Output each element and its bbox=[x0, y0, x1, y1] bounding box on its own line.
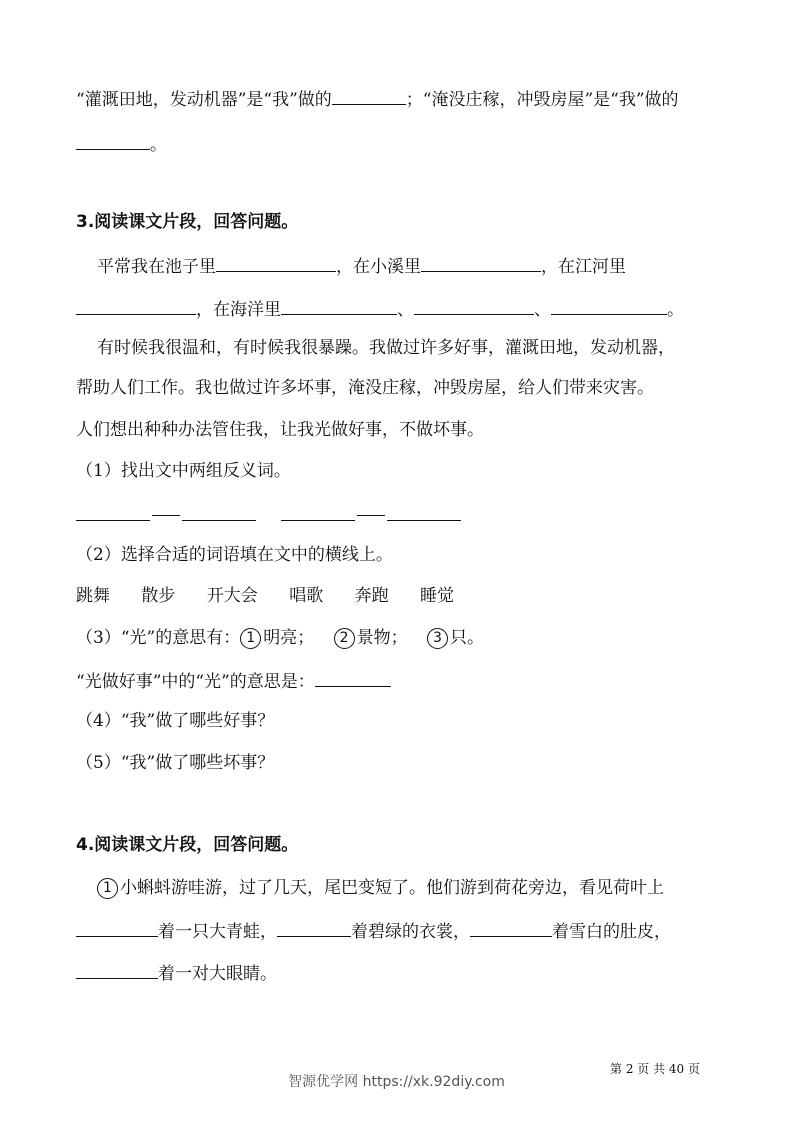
q3-question-1: （1）找出文中两组反义词。 bbox=[76, 461, 291, 481]
passage-text: 着一只大青蛙， bbox=[158, 922, 277, 942]
answer-blank[interactable] bbox=[76, 131, 150, 150]
circled-number: 3 bbox=[427, 628, 448, 649]
word-option: 开大会 bbox=[206, 586, 258, 606]
page-number: 第 2 页 共 40 页 bbox=[610, 1062, 700, 1076]
site-watermark: 智源优学网 https://xk.92diy.com bbox=[288, 1074, 505, 1090]
passage-text: ，在海洋里 bbox=[196, 300, 281, 320]
dash bbox=[357, 503, 385, 516]
passage-text: 、 bbox=[397, 300, 414, 320]
circled-number: 1 bbox=[97, 878, 118, 899]
q3-question-2: （2）选择合适的词语填在文中的横线上。 bbox=[76, 545, 393, 565]
q3-question-4: （4）“我”做了哪些好事？ bbox=[76, 711, 275, 731]
answer-blank[interactable] bbox=[182, 502, 256, 521]
dash bbox=[152, 503, 180, 516]
answer-blank[interactable] bbox=[332, 86, 406, 105]
option-text: 只。 bbox=[450, 628, 485, 648]
passage-text: 着碧绿的衣裳， bbox=[351, 922, 470, 942]
q3-paragraph-2-line-3: 人们想出种种办法管住我，让我光做好事，不做坏事。 bbox=[76, 420, 484, 440]
q4-passage-line-1 bbox=[97, 876, 664, 900]
q4-passage-line-2 bbox=[76, 918, 671, 944]
question-text: “光做好事”中的“光”的意思是： bbox=[76, 672, 315, 692]
answer-blank[interactable] bbox=[470, 918, 552, 937]
answer-blank[interactable] bbox=[281, 502, 355, 521]
passage-text: 小蝌蚪游哇游，过了几天，尾巴变短了。他们游到荷花旁边，看见荷叶上 bbox=[120, 878, 664, 898]
question-label: （3）“光”的意思有： bbox=[76, 628, 241, 648]
q3-question-5: （5）“我”做了哪些坏事？ bbox=[76, 753, 275, 773]
answer-blank[interactable] bbox=[76, 918, 158, 937]
q2-text-a: “灌溉田地，发动机器”是“我”做的 bbox=[76, 90, 332, 110]
word-option: 散步 bbox=[141, 586, 176, 606]
q3-paragraph-2-line-2: 帮助人们工作。我也做过许多坏事，淹没庄稼，冲毁房屋，给人们带来灾害。 bbox=[76, 378, 654, 398]
q3-antonym-answer-line bbox=[76, 502, 461, 528]
answer-blank[interactable] bbox=[551, 296, 667, 315]
q3-question-3 bbox=[76, 626, 484, 650]
answer-blank[interactable] bbox=[421, 253, 541, 272]
answer-blank[interactable] bbox=[281, 296, 397, 315]
answer-blank[interactable] bbox=[315, 668, 391, 687]
word-option: 奔跑 bbox=[354, 586, 389, 606]
q3-question-3-ask bbox=[76, 668, 391, 694]
circled-number: 1 bbox=[240, 628, 261, 649]
circled-number: 2 bbox=[334, 628, 355, 649]
q3-passage-line-1 bbox=[97, 253, 626, 279]
q3-heading: 3.阅读课文片段，回答问题。 bbox=[76, 212, 299, 232]
q2-text-b: ；“淹没庄稼，冲毁房屋”是“我”做的 bbox=[405, 90, 679, 110]
passage-text: ，在小溪里 bbox=[336, 257, 421, 277]
answer-blank[interactable] bbox=[76, 502, 150, 521]
q3-paragraph-2-line-1: 有时候我很温和，有时候我很暴躁。我做过许多好事，灌溉田地，发动机器， bbox=[97, 338, 675, 358]
answer-blank[interactable] bbox=[76, 296, 196, 315]
passage-text: 平常我在池子里 bbox=[97, 257, 216, 277]
answer-blank[interactable] bbox=[414, 296, 534, 315]
period: 。 bbox=[150, 135, 167, 155]
passage-text: 、 bbox=[534, 300, 551, 320]
q3-passage-line-2 bbox=[76, 296, 684, 322]
q2-line-2 bbox=[76, 131, 167, 157]
option-text: 明亮； bbox=[263, 628, 315, 648]
period: 。 bbox=[667, 300, 684, 320]
q2-line-1 bbox=[76, 86, 679, 112]
answer-blank[interactable] bbox=[76, 960, 158, 979]
answer-blank[interactable] bbox=[387, 502, 461, 521]
answer-blank[interactable] bbox=[216, 253, 336, 272]
q4-heading: 4.阅读课文片段，回答问题。 bbox=[76, 835, 299, 855]
q4-passage-line-3 bbox=[76, 960, 277, 986]
option-text: 景物； bbox=[356, 628, 408, 648]
passage-text: ，在江河里 bbox=[541, 257, 626, 277]
answer-blank[interactable] bbox=[277, 918, 351, 937]
word-option: 跳舞 bbox=[76, 586, 110, 606]
passage-text: 着一对大眼睛。 bbox=[158, 964, 277, 984]
q3-word-bank bbox=[76, 584, 480, 608]
word-option: 睡觉 bbox=[420, 586, 455, 606]
word-option: 唱歌 bbox=[289, 586, 324, 606]
passage-text: 着雪白的肚皮， bbox=[552, 922, 671, 942]
